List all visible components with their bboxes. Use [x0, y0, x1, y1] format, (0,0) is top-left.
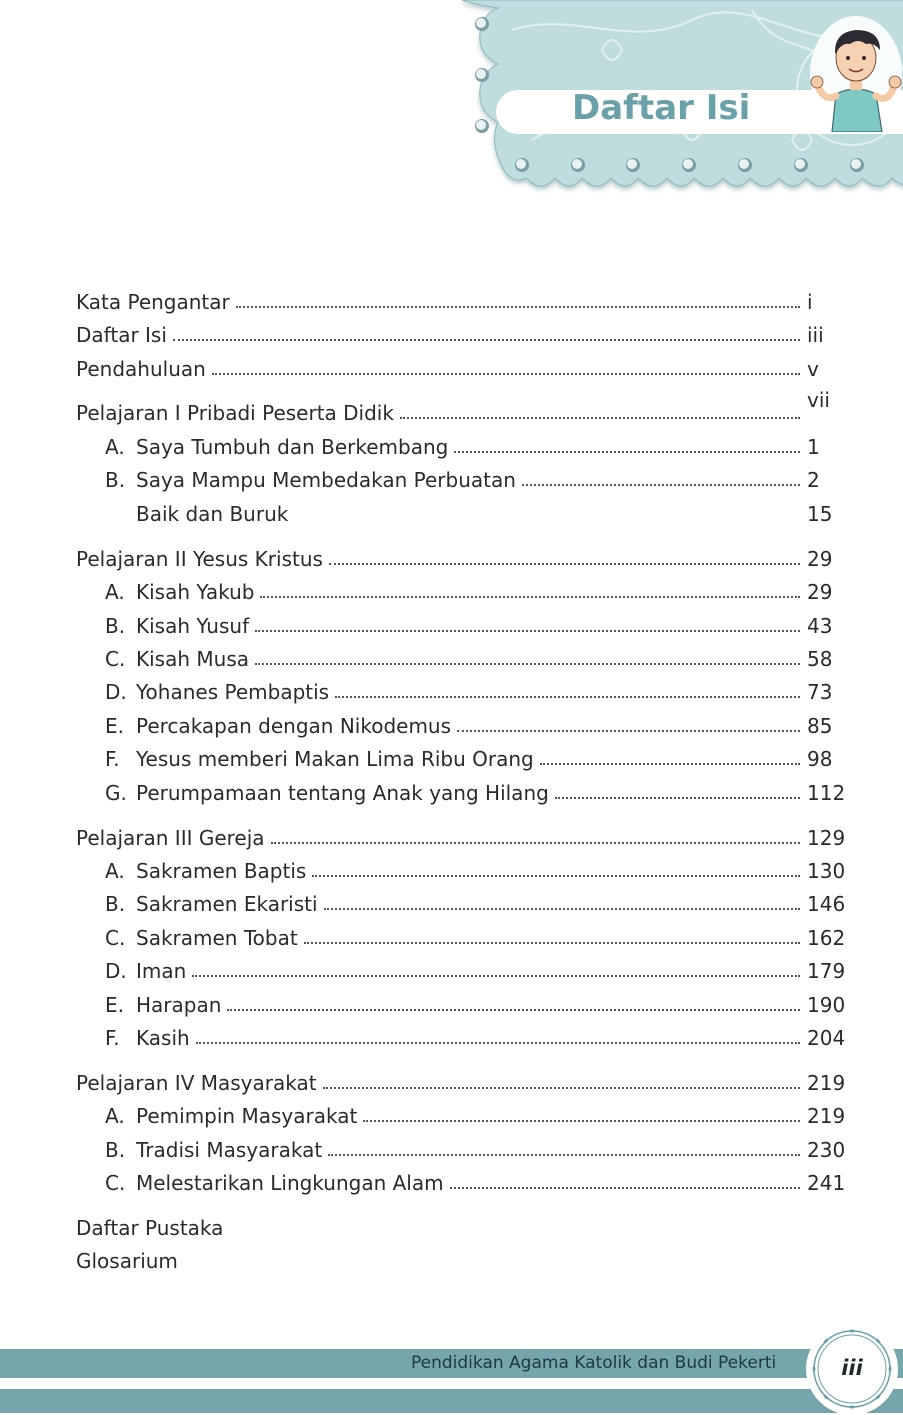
toc-entry-page: 204	[807, 1026, 846, 1050]
toc-entry-label: Sakramen Baptis	[136, 856, 310, 886]
toc-entry-page: 162	[807, 926, 846, 950]
toc-entry[interactable]	[0, 432, 903, 462]
toc-entry-page: v	[807, 357, 819, 381]
dot-leader	[329, 563, 800, 565]
toc-entry[interactable]	[0, 354, 903, 384]
boy-illustration	[808, 14, 903, 132]
toc-entry[interactable]	[0, 778, 903, 808]
toc-entry[interactable]	[0, 544, 903, 574]
toc-entry-label: Yesus memberi Makan Lima Ribu Orang	[136, 744, 538, 774]
dot-leader	[312, 875, 800, 877]
footer-book-title: Pendidikan Agama Katolik dan Budi Pekerti	[411, 1353, 777, 1373]
toc-entry[interactable]	[0, 1101, 903, 1131]
toc-entry-page: 15	[807, 502, 833, 526]
toc-entry-label: Percakapan dengan Nikodemus	[136, 711, 455, 741]
toc-entry-letter: E.	[105, 714, 124, 738]
toc-entry-letter: A.	[105, 859, 125, 883]
toc-entry-page: 129	[807, 826, 846, 850]
toc-entry-page: 29	[807, 547, 833, 571]
toc-entry-letter: F.	[105, 747, 120, 771]
toc-entry[interactable]	[0, 1213, 903, 1243]
toc-entry-page: 112	[807, 781, 846, 805]
toc-entry-page: 29	[807, 580, 833, 604]
dot-leader	[323, 1087, 800, 1089]
toc-entry[interactable]	[0, 1068, 903, 1098]
toc-entry-page: 2	[807, 468, 820, 492]
page-title: Daftar Isi	[572, 88, 751, 128]
toc-entry-page: 130	[807, 859, 846, 883]
toc-entry-letter: A.	[105, 1104, 125, 1128]
toc-entry-label: Iman	[136, 956, 190, 986]
toc-entry-label: Glosarium	[76, 1246, 182, 1276]
toc-entry-letter: B.	[105, 614, 126, 638]
toc-entry-page: 58	[807, 647, 833, 671]
toc-entry[interactable]	[0, 856, 903, 886]
toc-entry-letter: D.	[105, 959, 127, 983]
dot-leader	[271, 842, 800, 844]
toc-entry-label: Kata Pengantar	[76, 287, 234, 317]
toc-entry-label: Daftar Pustaka	[76, 1213, 227, 1243]
toc-entry-label: Pendahuluan	[76, 354, 210, 384]
toc-entry-letter: B.	[105, 892, 126, 916]
footer-band-bottom	[0, 1389, 903, 1413]
dot-leader	[454, 451, 800, 453]
toc-entry-label: Baik dan Buruk	[136, 499, 292, 529]
toc-entry-page: 73	[807, 680, 833, 704]
toc-entry-page: 219	[807, 1071, 846, 1095]
toc-entry-label: Kisah Yakub	[136, 577, 258, 607]
toc-entry[interactable]	[0, 1023, 903, 1053]
toc-entry-page: 219	[807, 1104, 846, 1128]
dot-leader	[255, 663, 800, 665]
dot-leader	[192, 975, 800, 977]
dot-leader	[400, 417, 800, 419]
toc-entry-page: 190	[807, 993, 846, 1017]
toc-entry-letter: G.	[105, 781, 127, 805]
toc-entry-label: Harapan	[136, 990, 225, 1020]
dot-leader	[304, 942, 800, 944]
toc-entry-label: Pelajaran I Pribadi Peserta Didik	[76, 398, 398, 428]
page-number: iii	[841, 1356, 863, 1380]
toc-entry-letter: C.	[105, 926, 126, 950]
dot-leader	[522, 484, 800, 486]
toc-entry-page: 179	[807, 959, 846, 983]
toc-entry-label: Tradisi Masyarakat	[136, 1135, 326, 1165]
toc-entry[interactable]	[0, 388, 903, 428]
toc-entry-label: Pelajaran II Yesus Kristus	[76, 544, 327, 574]
toc-entry-letter: E.	[105, 993, 124, 1017]
toc-entry[interactable]	[0, 1168, 903, 1198]
toc-entry-page: 98	[807, 747, 833, 771]
toc-entry[interactable]	[0, 711, 903, 741]
toc-entry[interactable]	[0, 287, 903, 317]
toc-entry-page: iii	[807, 323, 824, 347]
dot-leader	[555, 797, 800, 799]
dot-leader	[173, 339, 800, 341]
toc-entry-label: Sakramen Tobat	[136, 923, 302, 953]
toc-entry[interactable]	[0, 320, 903, 350]
dot-leader	[540, 763, 800, 765]
dot-leader	[324, 908, 800, 910]
toc-entry-label: Pemimpin Masyarakat	[136, 1101, 361, 1131]
toc-entry-label: Kisah Yusuf	[136, 611, 253, 641]
toc-entry-page: 85	[807, 714, 833, 738]
toc-entry-label: Kisah Musa	[136, 644, 253, 674]
dot-leader	[212, 373, 800, 375]
toc-entry[interactable]	[0, 577, 903, 607]
toc-entry-letter: A.	[105, 435, 125, 459]
toc-entry-label: Perumpamaan tentang Anak yang Hilang	[136, 778, 553, 808]
toc-entry-letter: C.	[105, 647, 126, 671]
toc-entry[interactable]	[0, 644, 903, 674]
toc-entry[interactable]	[0, 465, 903, 495]
dot-leader	[196, 1042, 800, 1044]
toc-entry-label: Saya Tumbuh dan Berkembang	[136, 432, 452, 462]
dot-leader	[363, 1120, 800, 1122]
toc-entry-letter: D.	[105, 680, 127, 704]
toc-entry[interactable]	[0, 1135, 903, 1165]
toc-entry-letter: C.	[105, 1171, 126, 1195]
toc-entry[interactable]	[0, 499, 903, 529]
toc-entry-label: Pelajaran III Gereja	[76, 823, 269, 853]
dot-leader	[260, 596, 800, 598]
toc-entry[interactable]	[0, 744, 903, 774]
dot-leader	[335, 696, 800, 698]
toc-entry-label: Kasih	[136, 1023, 194, 1053]
toc-entry[interactable]	[0, 889, 903, 919]
toc-entry-page: i	[807, 290, 813, 314]
toc-entry-label: Saya Mampu Membedakan Perbuatan	[136, 465, 520, 495]
toc-entry-letter: F.	[105, 1026, 120, 1050]
toc-entry-letter: B.	[105, 1138, 126, 1162]
dot-leader	[255, 630, 800, 632]
toc-entry[interactable]	[0, 956, 903, 986]
toc-entry[interactable]	[0, 611, 903, 641]
toc-entry[interactable]	[0, 990, 903, 1020]
toc-entry-page: vii	[807, 388, 830, 412]
toc-entry-page: 241	[807, 1171, 846, 1195]
toc-entry-letter: B.	[105, 468, 126, 492]
dot-leader	[450, 1187, 800, 1189]
dot-leader	[227, 1009, 800, 1011]
toc-entry[interactable]	[0, 923, 903, 953]
toc-entry[interactable]	[0, 1246, 903, 1276]
toc-entry-label: Pelajaran IV Masyarakat	[76, 1068, 321, 1098]
toc-entry[interactable]	[0, 677, 903, 707]
toc-entry-letter: A.	[105, 580, 125, 604]
toc-entry-page: 1	[807, 435, 820, 459]
dot-leader	[457, 730, 800, 732]
toc-entry-label: Daftar Isi	[76, 320, 171, 350]
toc-entry[interactable]	[0, 823, 903, 853]
toc-entry-label: Yohanes Pembaptis	[136, 677, 333, 707]
toc-entry-page: 146	[807, 892, 846, 916]
dot-leader	[236, 306, 800, 308]
toc-entry-label: Sakramen Ekaristi	[136, 889, 322, 919]
toc-entry-page: 230	[807, 1138, 846, 1162]
dot-leader	[328, 1154, 800, 1156]
toc-entry-page: 43	[807, 614, 833, 638]
toc-entry-label: Melestarikan Lingkungan Alam	[136, 1168, 448, 1198]
